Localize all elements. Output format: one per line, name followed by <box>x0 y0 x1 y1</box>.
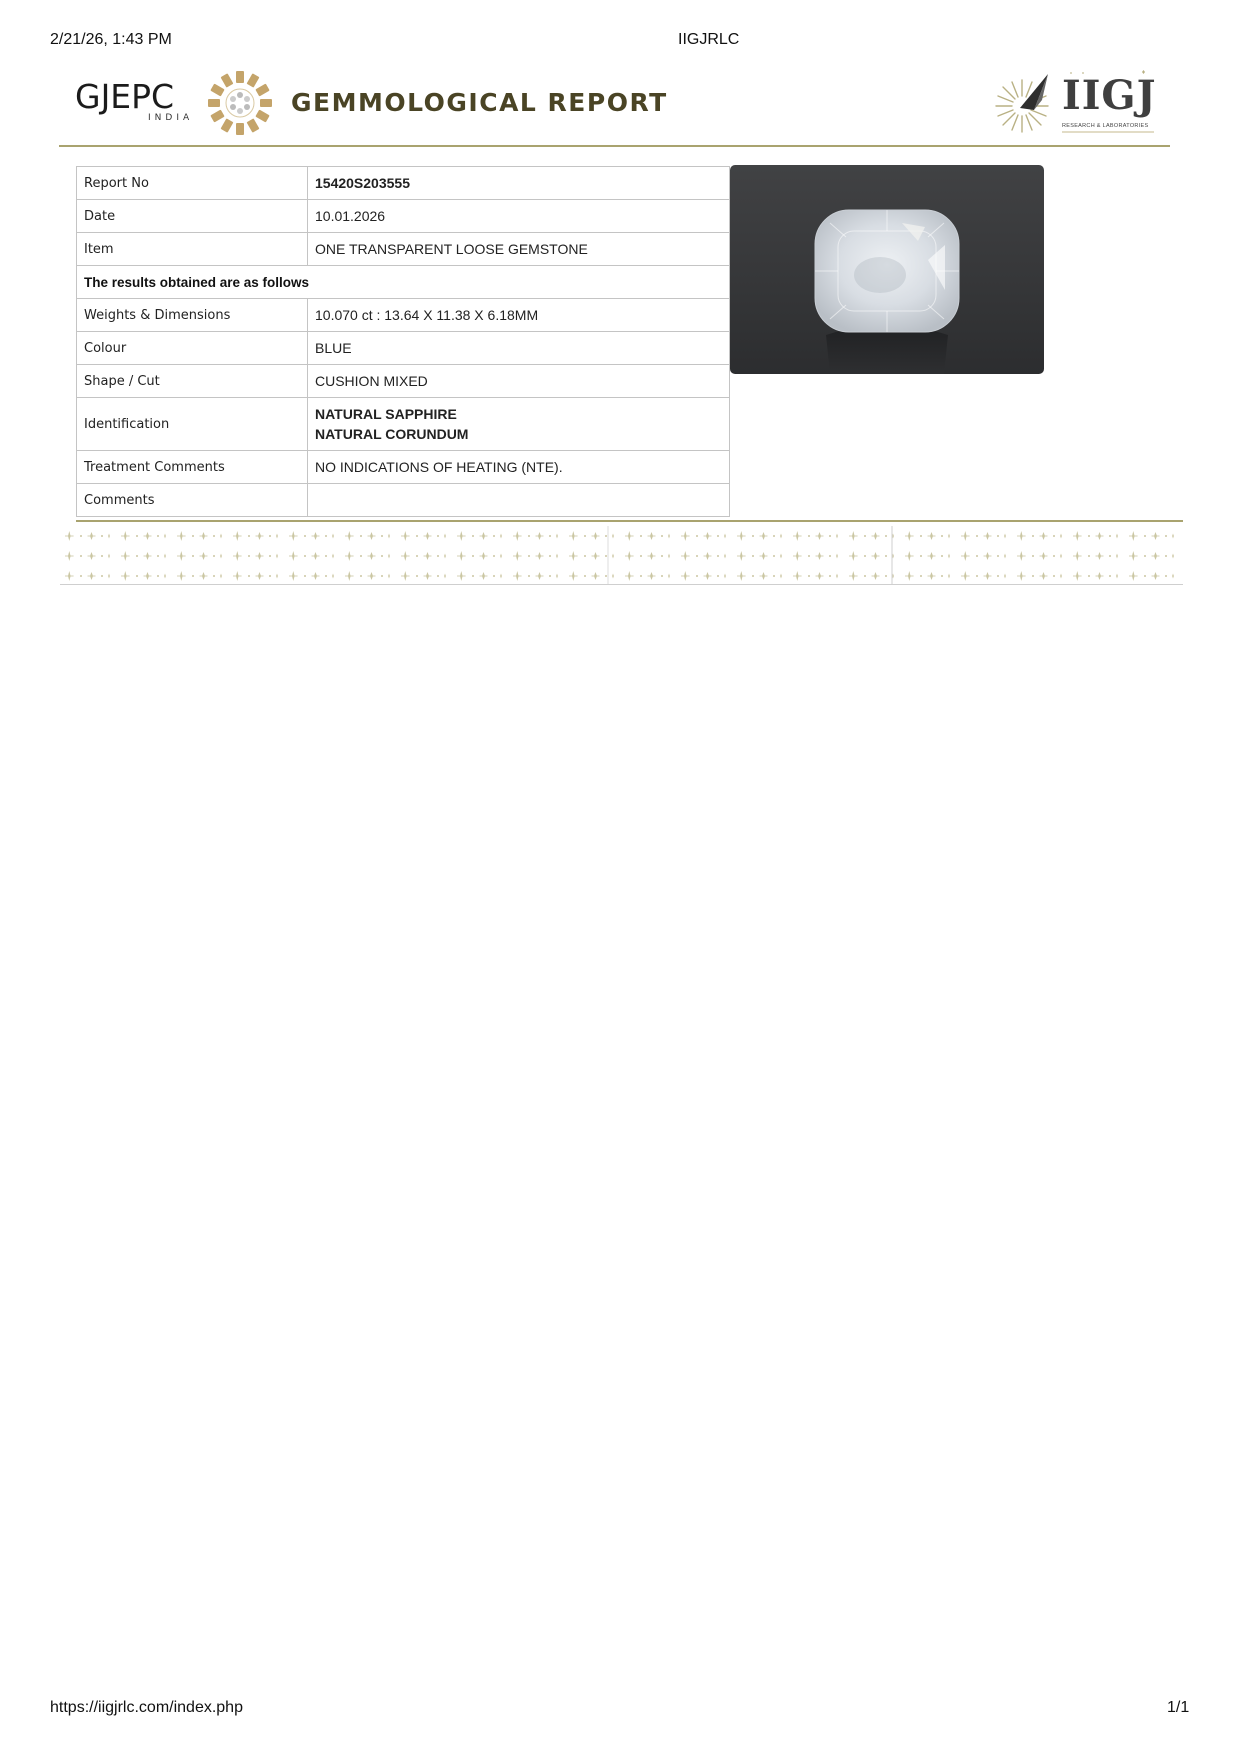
table-row <box>77 266 730 299</box>
colour-value: BLUE <box>308 332 730 365</box>
gjepc-logo <box>75 73 275 135</box>
print-page-number: 1/1 <box>1167 1699 1190 1716</box>
table-row <box>77 233 730 266</box>
star-pattern-graphic <box>60 526 1183 584</box>
report-table <box>76 166 730 517</box>
comments-label: Comments <box>77 484 308 517</box>
identification-line-2: NATURAL CORUNDUM <box>315 426 469 442</box>
iigj-logo-tagline-mark <box>1062 131 1154 133</box>
comments-value <box>308 484 730 517</box>
report-no-value: 15420S203555 <box>308 167 730 200</box>
results-heading: The results obtained are as follows <box>77 266 730 299</box>
treatment-comments-value: NO INDICATIONS OF HEATING (NTE). <box>308 451 730 484</box>
shape-cut-value: CUSHION MIXED <box>308 365 730 398</box>
gemstone-photo <box>730 165 1044 374</box>
date-value: 10.01.2026 <box>308 200 730 233</box>
page-title: GEMMOLOGICAL REPORT <box>291 88 668 117</box>
table-row <box>77 167 730 200</box>
iigj-starburst-icon <box>990 70 1054 136</box>
item-label: Item <box>77 233 308 266</box>
identification-value <box>308 398 730 451</box>
table-row <box>77 398 730 451</box>
colour-label: Colour <box>77 332 308 365</box>
treatment-comments-label: Treatment Comments <box>77 451 308 484</box>
shape-cut-label: Shape / Cut <box>77 365 308 398</box>
iigj-logo <box>990 68 1165 140</box>
table-row <box>77 484 730 517</box>
table-row <box>77 299 730 332</box>
print-datetime: 2/21/26, 1:43 PM <box>50 31 172 48</box>
item-value: ONE TRANSPARENT LOOSE GEMSTONE <box>308 233 730 266</box>
iigj-logo-sub: RESEARCH & LABORATORIES <box>1062 123 1149 129</box>
gjepc-logo-sub: INDIA <box>148 113 194 123</box>
table-row <box>77 451 730 484</box>
iigj-logo-word: IIGJ <box>1062 72 1157 119</box>
weights-dimensions-value: 10.070 ct : 13.64 X 11.38 X 6.18MM <box>308 299 730 332</box>
identification-label: Identification <box>77 398 308 451</box>
date-label: Date <box>77 200 308 233</box>
print-url: https://iigjrlc.com/index.php <box>50 1699 243 1716</box>
gjepc-sunburst-icon <box>205 68 275 138</box>
table-row <box>77 200 730 233</box>
report-no-label: Report No <box>77 167 308 200</box>
gemstone-photo-graphic <box>730 165 1044 374</box>
weights-dimensions-label: Weights & Dimensions <box>77 299 308 332</box>
table-row <box>77 365 730 398</box>
table-row <box>77 332 730 365</box>
table-bottom-rule <box>76 520 1183 522</box>
print-page-title: IIGJRLC <box>678 31 740 48</box>
header-divider <box>59 145 1170 147</box>
star-pattern <box>60 526 1183 585</box>
gjepc-logo-word: GJEPC <box>75 77 175 116</box>
identification-line-1: NATURAL SAPPHIRE <box>315 406 457 422</box>
